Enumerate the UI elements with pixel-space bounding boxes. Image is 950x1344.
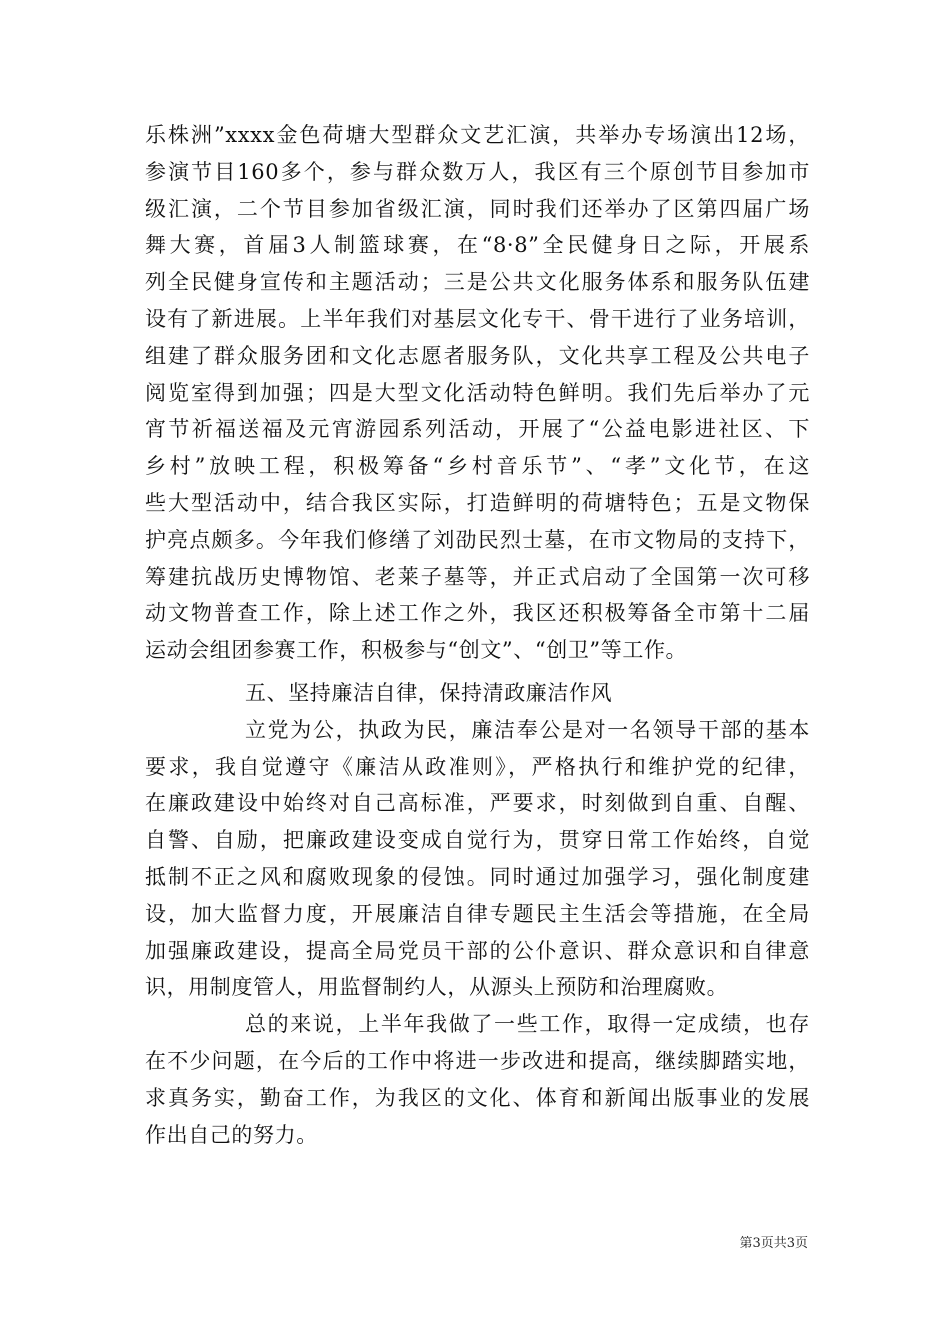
text-line: 些大型活动中，结合我区实际，打造鲜明的荷塘特色；五是文物保 (145, 490, 810, 515)
text-line: 乡村”放映工程，积极筹备“乡村音乐节”、“孝”文化节，在这 (145, 454, 810, 479)
text-line: 运动会组团参赛工作，积极参与“创文”、“创卫”等工作。 (145, 638, 688, 663)
text-line: 宵节祈福送福及元宵游园系列活动，开展了“公益电影进社区、下 (145, 417, 810, 442)
text-line: 参演节目160多个，参与群众数万人，我区有三个原创节目参加市 (145, 159, 810, 184)
text-line: 加强廉政建设，提高全局党员干部的公仆意识、群众意识和自律意 (145, 938, 810, 963)
text-line: 在廉政建设中始终对自己高标准，严要求，时刻做到自重、自醒、 (145, 791, 810, 816)
text-line: 识，用制度管人，用监督制约人，从源头上预防和治理腐败。 (145, 975, 729, 1000)
section-heading: 五、坚持廉洁自律，保持清政廉洁作风 (245, 681, 613, 705)
text-line: 求真务实，勤奋工作，为我区的文化、体育和新闻出版事业的发展 (145, 1085, 810, 1110)
text-line: 舞大赛，首届3人制篮球赛，在“8·8”全民健身日之际，开展系 (145, 233, 810, 258)
paragraph-continued (145, 117, 810, 669)
text-line: 阅览室得到加强；四是大型文化活动特色鲜明。我们先后举办了元 (145, 380, 810, 405)
text-line: 乐株洲”xxxx金色荷塘大型群众文艺汇演，共举办专场演出12场， (145, 123, 810, 147)
text-line: 自警、自励，把廉政建设变成自觉行为，贯穿日常工作始终，自觉 (145, 828, 810, 853)
text-line: 作出自己的努力。 (145, 1122, 318, 1147)
text-line: 级汇演，二个节目参加省级汇演，同时我们还举办了区第四届广场 (145, 196, 810, 221)
text-line: 总的来说，上半年我做了一些工作，取得一定成绩，也存 (245, 1012, 810, 1037)
text-line: 护亮点颇多。今年我们修缮了刘劭民烈士墓，在市文物局的支持下， (145, 527, 810, 552)
text-line: 设有了新进展。上半年我们对基层文化专干、骨干进行了业务培训， (145, 306, 810, 331)
text-line: 要求，我自觉遵守《廉洁从政准则》，严格执行和维护党的纪律， (145, 754, 810, 779)
text-line: 在不少问题，在今后的工作中将进一步改进和提高，继续脚踏实地， (145, 1048, 810, 1073)
text-line: 抵制不正之风和腐败现象的侵蚀。同时通过加强学习，强化制度建 (145, 864, 810, 889)
text-line: 组建了群众服务团和文化志愿者服务队，文化共享工程及公共电子 (145, 343, 810, 368)
text-line: 动文物普查工作，除上述工作之外，我区还积极筹备全市第十二届 (145, 601, 810, 626)
text-line: 立党为公，执政为民，廉洁奉公是对一名领导干部的基本 (245, 717, 810, 742)
text-line: 设，加大监督力度，开展廉洁自律专题民主生活会等措施，在全局 (145, 901, 810, 926)
text-line: 筹建抗战历史博物馆、老莱子墓等，并正式启动了全国第一次可移 (145, 564, 810, 589)
section-five (145, 675, 810, 1153)
page-number: 第3页共3页 (739, 1236, 808, 1251)
text-line: 列全民健身宣传和主题活动；三是公共文化服务体系和服务队伍建 (145, 270, 810, 295)
